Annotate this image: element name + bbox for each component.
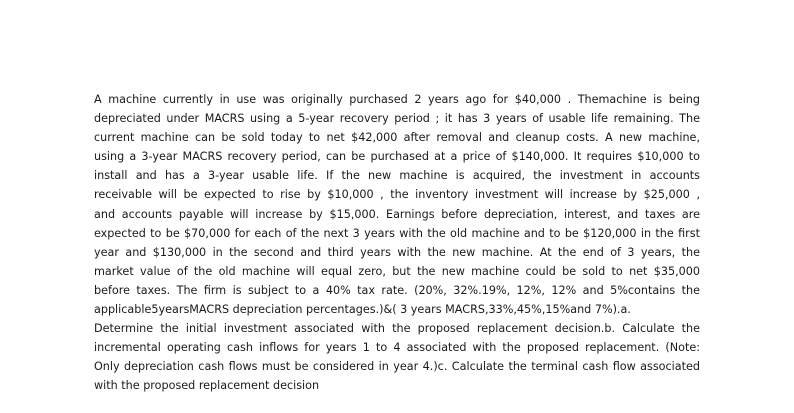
text-line: current machine can be sold today to net $42,000 after removal and cleanup costs. A new machine,	[94, 131, 700, 145]
text-line: market value of the old machine will equal zero, but the new machine could be sold to net $35,000	[94, 264, 700, 278]
text-line: install and has a 3-year usable life. If the new machine is acquired, the investment in accounts	[94, 169, 700, 183]
problem-text	[94, 90, 700, 396]
text-line: with the proposed replacement decision	[94, 379, 320, 393]
text-line: depreciated under MACRS using a 5-year recovery period ; it has 3 years of usable life remaining. The	[94, 112, 700, 126]
text-line: using a 3-year MACRS recovery period, can be purchased at a price of $140,000. It requires $10,000 to	[94, 150, 700, 164]
text-line: applicable5yearsMACRS depreciation percentages.)&( 3 years MACRS,33%,45%,15%and 7%).a.	[94, 303, 631, 317]
text-line: incremental operating cash inflows for years 1 to 4 associated with the proposed replacement. (Note:	[94, 341, 700, 355]
text-line: expected to be $70,000 for each of the next 3 years with the old machine and to be $120,000 in the first	[94, 226, 700, 240]
text-line: A machine currently in use was originally purchased 2 years ago for $40,000 . Themachine is being	[94, 93, 700, 106]
text-line: Only depreciation cash flows must be considered in year 4.)c. Calculate the terminal cash flow associated	[94, 360, 700, 374]
text-line: Determine the initial investment associated with the proposed replacement decision.b. Calculate the	[94, 322, 700, 336]
text-line: and accounts payable will increase by $15,000. Earnings before depreciation, interest, and taxes are	[94, 207, 700, 221]
text-line: receivable will be expected to rise by $10,000 , the inventory investment will increase by $25,000 ,	[94, 188, 700, 202]
text-line: year and $130,000 in the second and third years with the new machine. At the end of 3 years, the	[94, 245, 700, 259]
text-line: before taxes. The firm is subject to a 40% tax rate. (20%, 32%.19%, 12%, 12% and 5%contains the	[94, 283, 700, 297]
